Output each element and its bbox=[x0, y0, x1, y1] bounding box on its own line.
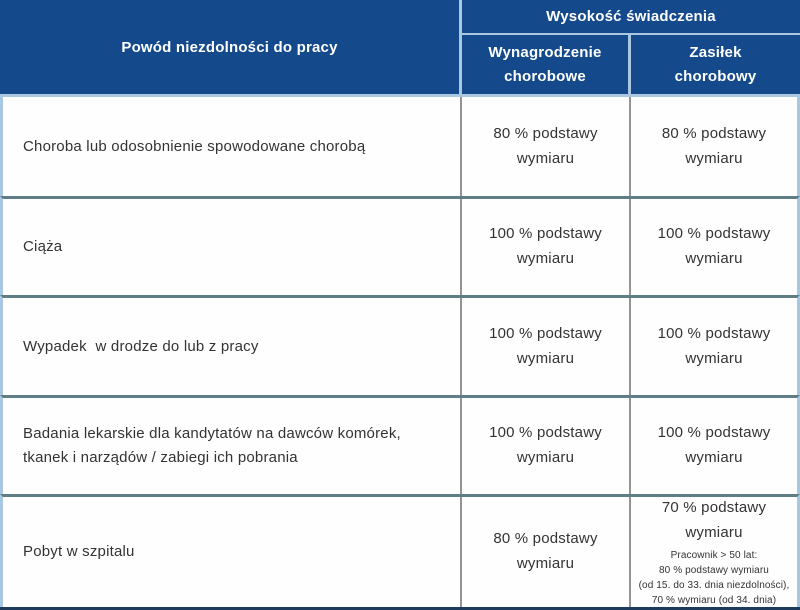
zasilek-cell bbox=[631, 97, 797, 196]
wynagrodzenie-value: 80 % podstawy wymiaru bbox=[493, 530, 598, 572]
wynagrodzenie-cell bbox=[462, 298, 631, 395]
wynagrodzenie-cell bbox=[462, 199, 631, 295]
header-zasilek-text: Zasiłek chorobowy bbox=[674, 44, 757, 85]
header-cell-zasilek bbox=[631, 35, 800, 94]
header-cell-reason bbox=[0, 0, 462, 94]
wynagrodzenie-cell bbox=[462, 497, 631, 607]
reason-cell bbox=[3, 398, 462, 494]
wynagrodzenie-value: 100 % podstawy wymiaru bbox=[489, 424, 602, 466]
header-subcolumns bbox=[462, 35, 800, 94]
reason-cell bbox=[3, 298, 462, 395]
zasilek-value: 80 % podstawy wymiaru bbox=[661, 124, 767, 167]
zasilek-cell bbox=[631, 298, 797, 395]
wynagrodzenie-cell bbox=[462, 398, 631, 494]
reason-cell bbox=[3, 97, 462, 196]
wynagrodzenie-value: 100 % podstawy wymiaru bbox=[489, 324, 602, 367]
reason-text: Badania lekarskie dla kandytatów na dawców komórek, tkanek i narządów / zabiegi ich pobrania bbox=[23, 425, 406, 466]
zasilek-cell bbox=[631, 497, 797, 607]
zasilek-note bbox=[639, 548, 790, 608]
reason-cell bbox=[3, 199, 462, 295]
zasilek-cell bbox=[631, 398, 797, 494]
header-cell-wynagrodzenie bbox=[462, 35, 631, 94]
wynagrodzenie-value: 80 % podstawy wymiaru bbox=[493, 124, 598, 167]
reason-text: Wypadek w drodze do lub z pracy bbox=[23, 337, 259, 355]
zasilek-value: 100 % podstawy wymiaru bbox=[657, 324, 771, 367]
note-line: 70 % wymiaru (od 34. dnia) bbox=[651, 595, 777, 607]
table-row bbox=[0, 494, 800, 607]
table-row bbox=[0, 196, 800, 295]
reason-text: Ciąża bbox=[23, 238, 63, 255]
zasilek-value: 100 % podstawy wymiaru bbox=[657, 424, 771, 466]
header-reason-label: Powód niezdolności do pracy bbox=[121, 38, 338, 56]
zasilek-value: 70 % podstawy wymiaru bbox=[661, 498, 767, 541]
table-row bbox=[0, 295, 800, 395]
zasilek-cell bbox=[631, 199, 797, 295]
zasilek-value: 100 % podstawy wymiaru bbox=[657, 225, 771, 267]
reason-text: Pobyt w szpitalu bbox=[23, 543, 135, 560]
table-row bbox=[0, 395, 800, 494]
table-row bbox=[0, 97, 800, 196]
table-header bbox=[0, 0, 800, 97]
note-line: Pracownik > 50 lat: bbox=[670, 550, 758, 562]
reason-cell bbox=[3, 497, 462, 607]
header-group-label bbox=[462, 0, 800, 35]
header-benefit-section bbox=[462, 0, 800, 94]
wynagrodzenie-cell bbox=[462, 97, 631, 196]
note-line: 80 % podstawy wymiaru bbox=[659, 565, 769, 577]
reason-text: Choroba lub odosobnienie spowodowane chorobą bbox=[23, 137, 366, 155]
wynagrodzenie-value: 100 % podstawy wymiaru bbox=[489, 225, 602, 267]
header-wynagrodzenie-text: Wynagrodzenie chorobowe bbox=[488, 44, 602, 85]
note-line: (od 15. do 33. dnia niezdolności), bbox=[638, 580, 790, 592]
header-group-text: Wysokość świadczenia bbox=[546, 8, 716, 25]
